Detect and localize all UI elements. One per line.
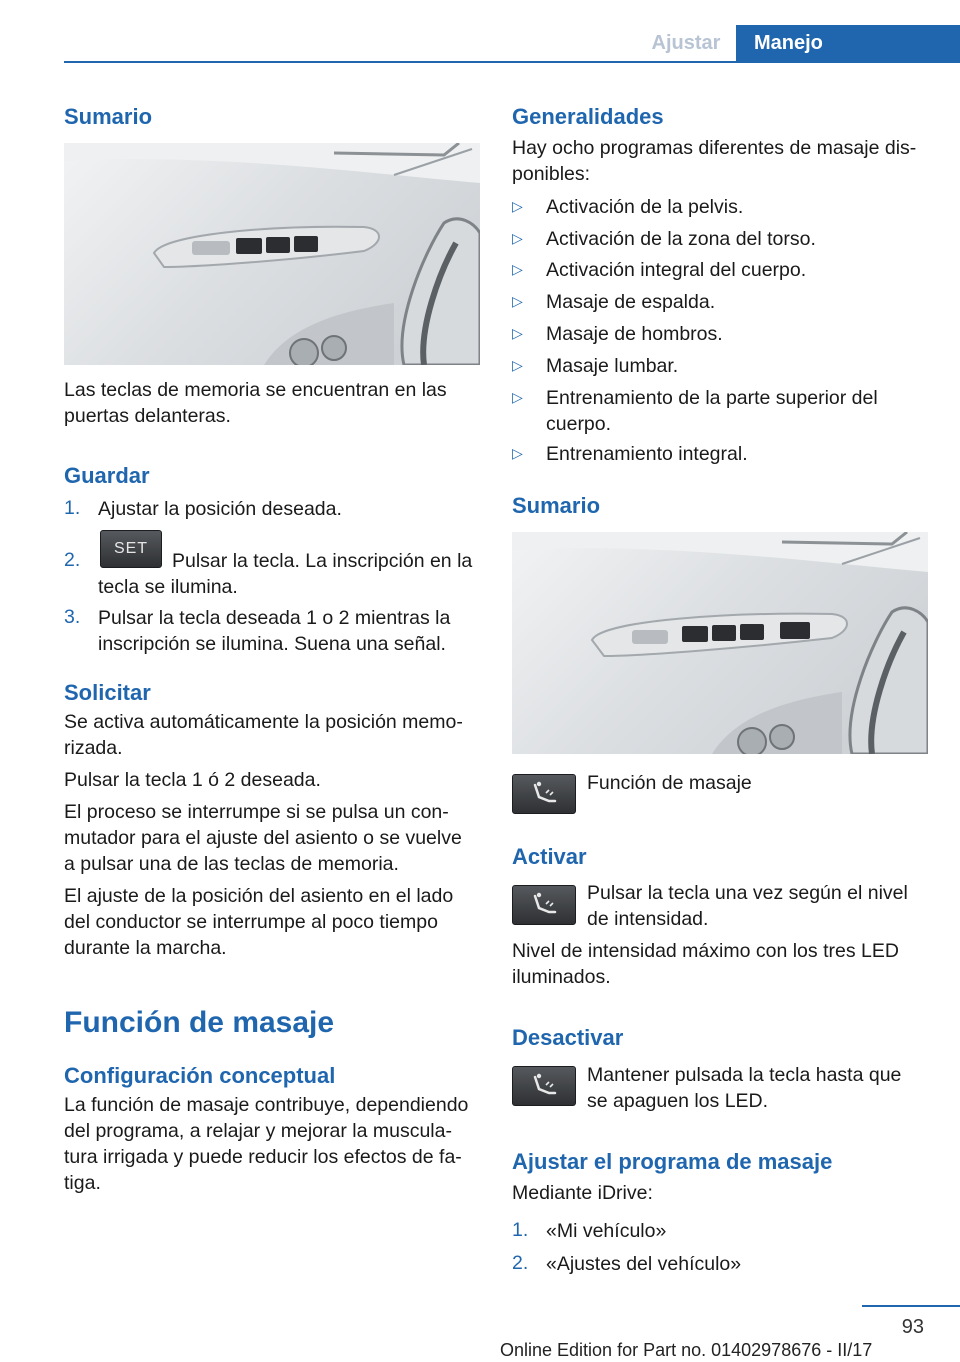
step-text: Pulsar la tecla deseada 1 o 2 mientras la inscripción se ilumina. Suena una señal. (98, 607, 451, 655)
header-divider (64, 61, 960, 63)
program-list-item: Activación de la zona del torso. (546, 228, 816, 250)
program-list-item: Entrenamiento de la parte superior del cuerpo. (546, 387, 878, 435)
bullet-triangle-icon: ▷ (512, 230, 523, 246)
bullet-triangle-icon: ▷ (512, 325, 523, 341)
memory-keys-photo (64, 143, 480, 365)
bullet-triangle-icon: ▷ (512, 293, 523, 309)
program-list-item: Activación integral del cuerpo. (546, 259, 807, 281)
solicitar-paragraph: El proceso se interrumpe si se pulsa un con‐mutador para el ajuste del asiento o se vuelve a pulsar una de las teclas de memoria. (64, 801, 462, 875)
massage-key-icon (512, 774, 576, 814)
bullet-triangle-icon: ▷ (512, 198, 523, 214)
step-number: 2. (512, 1252, 529, 1274)
tab-manejo[interactable]: Manejo (736, 25, 960, 61)
bullet-triangle-icon: ▷ (512, 445, 523, 461)
section-title-sumario-2: Sumario (512, 493, 601, 518)
program-list-item: Activación de la pelvis. (546, 196, 744, 218)
page-number: 93 (901, 1316, 924, 1338)
edition-note: Online Edition for Part no. 01402978676 - II/17 (500, 1340, 873, 1360)
solicitar-paragraph: El ajuste de la posición del asiento en el lado del conductor se interrumpe al poco tiempo durante la marcha. (64, 885, 454, 959)
config-text: La función de masaje contribuye, dependiendo del programa, a relajar y mejorar la muscula‐tura irrigada y puede reducir los efectos de fa‐tiga. (64, 1094, 469, 1194)
section-title-desactivar: Desactivar (512, 1025, 624, 1050)
set-key-label: SET (113, 540, 149, 557)
step-number: 1. (64, 497, 81, 519)
massage-key-photo (512, 532, 928, 754)
door-panel-illustration (512, 532, 928, 754)
massage-caption: Función de masaje (587, 772, 752, 794)
step-text: Ajustar la posición deseada. (98, 498, 342, 520)
menu-path-step: «Ajustes del vehículo» (546, 1253, 742, 1275)
section-title-generalidades: Generalidades (512, 104, 664, 129)
bullet-triangle-icon: ▷ (512, 389, 523, 405)
program-list-item: Masaje lumbar. (546, 355, 679, 377)
program-list-item: Masaje de hombros. (546, 323, 723, 345)
activar-text: Pulsar la tecla una vez según el nivel de intensidad. (587, 882, 908, 930)
program-list-item: Entrenamiento integral. (546, 443, 748, 465)
step-number: 3. (64, 606, 81, 628)
memory-caption: Las teclas de memoria se encuentran en las puertas delanteras. (64, 379, 447, 427)
section-title-configuracion: Configuración conceptual (64, 1063, 336, 1088)
section-title-guardar: Guardar (64, 463, 150, 488)
door-panel-illustration (64, 143, 480, 365)
menu-path-step: «Mi vehículo» (546, 1220, 667, 1242)
step-number: 2. (64, 549, 81, 571)
massage-key-icon (512, 885, 576, 925)
step-text: Pulsar la tecla. La inscripción en la tecla se ilumina. (98, 550, 473, 598)
activar-note: Nivel de intensidad máximo con los tres LED iluminados. (512, 940, 899, 988)
bullet-triangle-icon: ▷ (512, 261, 523, 277)
desactivar-text: Mantener pulsada la tecla hasta que se apaguen los LED. (587, 1064, 902, 1112)
step-number: 1. (512, 1219, 529, 1241)
massage-key-icon (512, 1066, 576, 1106)
section-title-solicitar: Solicitar (64, 680, 151, 705)
tab-ajustar[interactable]: Ajustar (651, 32, 721, 54)
footer-divider (862, 1305, 960, 1307)
section-title-sumario: Sumario (64, 104, 153, 129)
section-title-ajustar-programa: Ajustar el programa de masaje (512, 1149, 833, 1174)
solicitar-paragraph: Se activa automáticamente la posición memo‐rizada. (64, 711, 463, 759)
generalidades-text: Hay ocho programas diferentes de masaje dis‐ponibles: (512, 137, 917, 185)
chapter-title-masaje: Función de masaje (64, 1006, 335, 1039)
bullet-triangle-icon: ▷ (512, 357, 523, 373)
ajustar-text: Mediante iDrive: (512, 1182, 653, 1204)
section-title-activar: Activar (512, 844, 587, 869)
solicitar-paragraph: Pulsar la tecla 1 ó 2 deseada. (64, 769, 321, 791)
program-list-item: Masaje de espalda. (546, 291, 716, 313)
